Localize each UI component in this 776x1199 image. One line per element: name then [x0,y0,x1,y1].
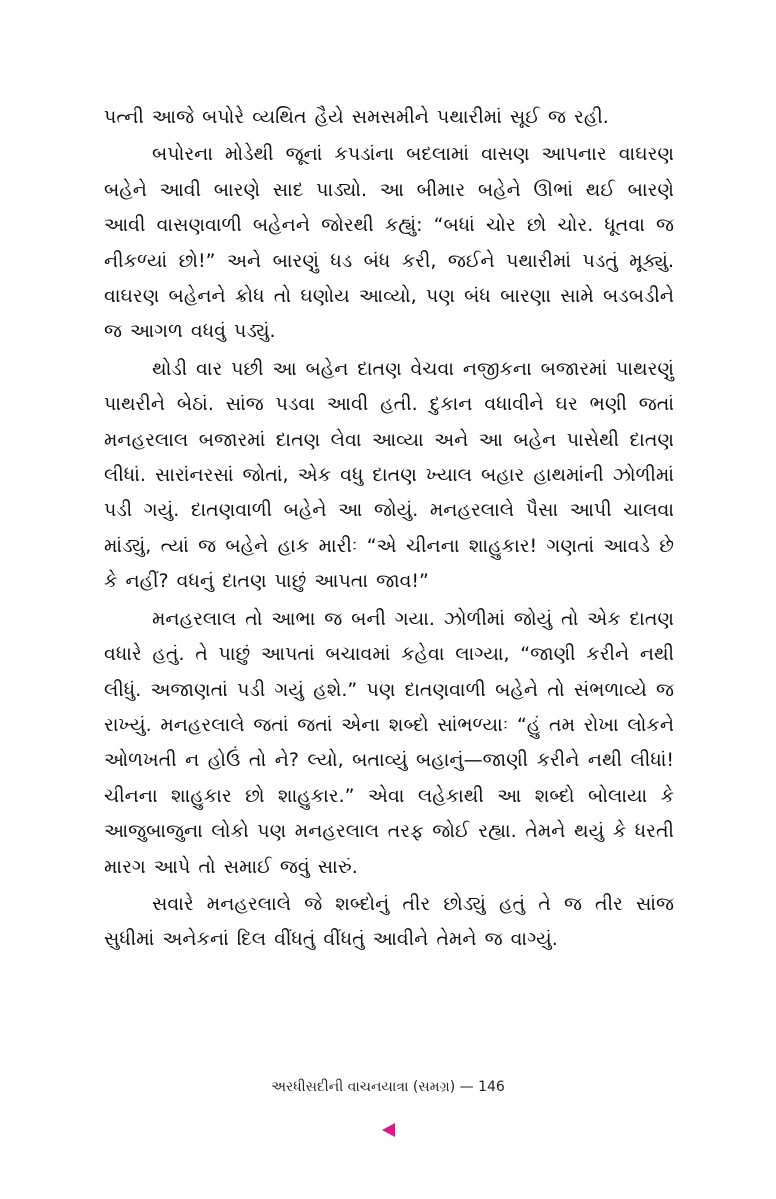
paragraph-3: થોડી વાર પછી આ બહેન દાતણ વેચવા નજીકના બજારમાં પાથરણું પાથરીને બેઠાં. સાંજ પડવા આવી હતી. દુકાન વધાવીને ઘર ભણી જતાં મનહરલાલ બજારમાં દાતણ લેવા આવ્યા અને આ બહેન પાસેથી દાતણ લીધાં. સારાંનરસાં જોતાં, એક વધુ દાતણ ખ્યાલ બહાર હાથમાંની ઝોળીમાં પડી ગયું. દાતણવાળી બહેને આ જોયું. મનહરલાલે પૈસા આપી ચાલવા માંડ્યું, ત્યાં જ બહેને હાક મારીઃ “એ ચીનના શાહુકાર! ગણતાં આવડે છે કે નહીં? વધનું દાતણ પાછું આપતા જાવ!” [104,357,674,593]
page-body-text [104,100,674,960]
paragraph-4: મનહરલાલ તો આભા જ બની ગયા. ઝોળીમાં જોયું તો એક દાતણ વધારે હતું. તે પાછું આપતાં બચાવમાં કહેવા લાગ્યા, “જાણી કરીને નથી લીધું. અજાણતાં પડી ગયું હશે.” પણ દાતણવાળી બહેને તો સંભળાવ્યે જ રાખ્યું. મનહરલાલે જતાં જતાં એના શબ્દો સાંભળ્યાઃ “હું તમ રોખા લોકને ઓળખતી ન હોઉં તો ને? લ્યો, બતાવ્યું બહાનું—જાણી કરીને નથી લીધાં! ચીનના શાહુકાર છો શાહુકાર.” એવા લહેકાથી આ શબ્દો બોલાયા કે આજુબાજુના લોકો પણ મનહરલાલ તરફ જોઈ રહ્યા. તેમને થયું કે ધરતી મારગ આપે તો સમાઈ જવું સારું. [104,607,674,878]
paragraph-2: બપોરના મોડેથી જૂનાં કપડાંના બદલામાં વાસણ આપનાર વાઘરણ બહેને આવી બારણે સાદ પાડ્યો. આ બીમાર બહેને ઊભાં થઈ બારણે આવી વાસણવાળી બહેનને જોરથી કહ્યું: “બધાં ચોર છો ચોર. ધૂતવા જ નીકળ્યાં છો!” અને બારણું ધડ બંધ કરી, જઈને પથારીમાં પડતું મૂક્યું. વાઘરણ બહેનને ક્રોધ તો ઘણોય આવ્યો, પણ બંધ બારણા સામે બડબડીને જ આગળ વધવું પડ્યું. [104,143,674,343]
previous-page-arrow-icon[interactable] [382,1123,395,1137]
page-footer: અરધીસદીની વાચનયાત્રા (સમગ્ર) — 146 [271,1079,505,1095]
paragraph-1: પત્ની આજે બપોરે વ્યથિત હૈયે સમસમીને પથારીમાં સૂઈ જ રહી. [104,106,609,128]
paragraph-5: સવારે મનહરલાલે જે શબ્દોનું તીર છોડ્યું હતું તે જ તીર સાંજ સુધીમાં અનેકનાં દિલ વીંધતું વીંધતું આવીને તેમને જ વાગ્યું. [104,892,674,951]
